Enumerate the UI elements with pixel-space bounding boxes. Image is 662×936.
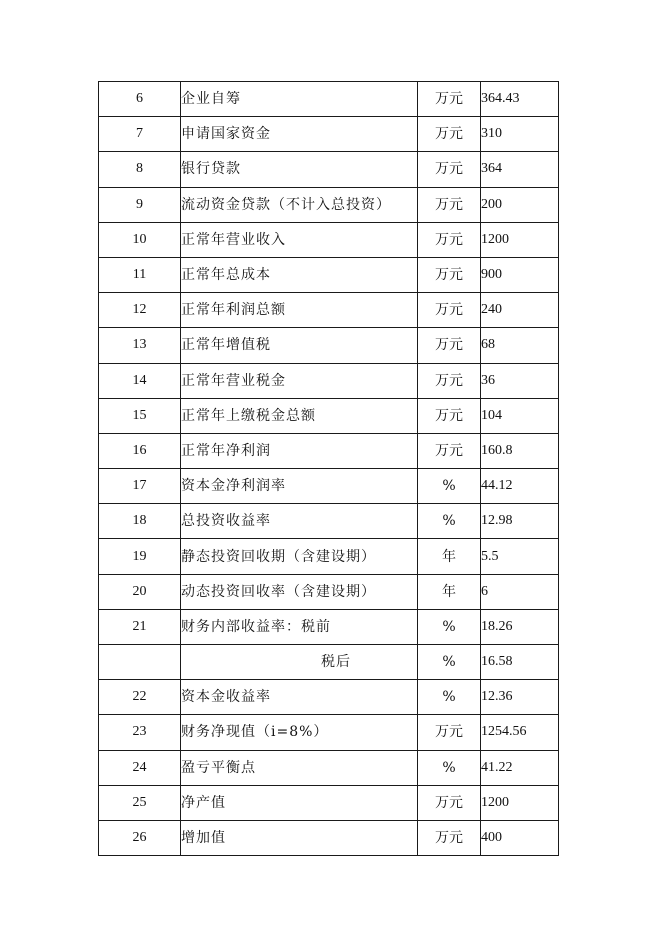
item-name: 财务净现值（i=8%） — [181, 715, 418, 750]
unit: 万元 — [418, 398, 481, 433]
row-number: 14 — [99, 363, 181, 398]
table-row — [99, 574, 559, 609]
row-number: 10 — [99, 222, 181, 257]
value: 400 — [481, 820, 559, 855]
item-name: 正常年总成本 — [181, 257, 418, 292]
value: 1200 — [481, 222, 559, 257]
row-number: 13 — [99, 328, 181, 363]
value: 68 — [481, 328, 559, 363]
table-row — [99, 680, 559, 715]
unit: % — [418, 504, 481, 539]
unit: 万元 — [418, 715, 481, 750]
unit: % — [418, 750, 481, 785]
table-row — [99, 117, 559, 152]
value: 364.43 — [481, 82, 559, 117]
row-number: 24 — [99, 750, 181, 785]
item-name: 动态投资回收率（含建设期） — [181, 574, 418, 609]
table-row — [99, 820, 559, 855]
item-name: 正常年营业收入 — [181, 222, 418, 257]
item-name: 流动资金贷款（不计入总投资） — [181, 187, 418, 222]
row-number: 7 — [99, 117, 181, 152]
item-name: 静态投资回收期（含建设期） — [181, 539, 418, 574]
row-number — [99, 645, 181, 680]
table-body — [99, 82, 559, 856]
value: 1254.56 — [481, 715, 559, 750]
row-number: 9 — [99, 187, 181, 222]
value: 104 — [481, 398, 559, 433]
item-name: 资本金收益率 — [181, 680, 418, 715]
row-number: 19 — [99, 539, 181, 574]
unit: % — [418, 469, 481, 504]
value: 18.26 — [481, 609, 559, 644]
value: 900 — [481, 257, 559, 292]
table-row — [99, 363, 559, 398]
unit: 万元 — [418, 293, 481, 328]
table-row — [99, 433, 559, 468]
item-name: 银行贷款 — [181, 152, 418, 187]
table-row — [99, 785, 559, 820]
unit: % — [418, 609, 481, 644]
item-name: 正常年营业税金 — [181, 363, 418, 398]
table-row — [99, 328, 559, 363]
row-number: 6 — [99, 82, 181, 117]
value: 6 — [481, 574, 559, 609]
item-name: 正常年利润总额 — [181, 293, 418, 328]
table-row — [99, 293, 559, 328]
item-name: 财务内部收益率：税前 — [181, 609, 418, 644]
item-name-sub: 税后 — [181, 645, 418, 680]
row-number: 17 — [99, 469, 181, 504]
table-row — [99, 152, 559, 187]
value: 12.98 — [481, 504, 559, 539]
unit: 万元 — [418, 187, 481, 222]
value: 160.8 — [481, 433, 559, 468]
table-row — [99, 609, 559, 644]
table-row — [99, 469, 559, 504]
table-row — [99, 398, 559, 433]
table-row — [99, 504, 559, 539]
unit: 万元 — [418, 328, 481, 363]
financial-indicator-table — [98, 81, 559, 856]
table-row — [99, 257, 559, 292]
row-number: 12 — [99, 293, 181, 328]
value: 12.36 — [481, 680, 559, 715]
row-number: 21 — [99, 609, 181, 644]
table-row — [99, 539, 559, 574]
value: 5.5 — [481, 539, 559, 574]
table-row — [99, 750, 559, 785]
value: 1200 — [481, 785, 559, 820]
row-number: 25 — [99, 785, 181, 820]
unit: 万元 — [418, 117, 481, 152]
item-name: 正常年上缴税金总额 — [181, 398, 418, 433]
value: 44.12 — [481, 469, 559, 504]
unit: 万元 — [418, 82, 481, 117]
row-number: 16 — [99, 433, 181, 468]
row-number: 11 — [99, 257, 181, 292]
value: 364 — [481, 152, 559, 187]
row-number: 18 — [99, 504, 181, 539]
table-row — [99, 715, 559, 750]
item-name: 增加值 — [181, 820, 418, 855]
item-name: 净产值 — [181, 785, 418, 820]
row-number: 20 — [99, 574, 181, 609]
value: 200 — [481, 187, 559, 222]
item-name: 申请国家资金 — [181, 117, 418, 152]
item-name: 正常年净利润 — [181, 433, 418, 468]
value: 16.58 — [481, 645, 559, 680]
unit: 万元 — [418, 433, 481, 468]
item-name: 盈亏平衡点 — [181, 750, 418, 785]
value: 36 — [481, 363, 559, 398]
unit: 年 — [418, 574, 481, 609]
row-number: 15 — [99, 398, 181, 433]
unit: 万元 — [418, 257, 481, 292]
value: 41.22 — [481, 750, 559, 785]
unit: % — [418, 645, 481, 680]
unit: 万元 — [418, 363, 481, 398]
table-row — [99, 645, 559, 680]
row-number: 8 — [99, 152, 181, 187]
value: 310 — [481, 117, 559, 152]
row-number: 23 — [99, 715, 181, 750]
unit: 年 — [418, 539, 481, 574]
unit: 万元 — [418, 820, 481, 855]
table-row — [99, 82, 559, 117]
table-row — [99, 222, 559, 257]
row-number: 22 — [99, 680, 181, 715]
unit: 万元 — [418, 785, 481, 820]
item-name: 总投资收益率 — [181, 504, 418, 539]
item-name: 资本金净利润率 — [181, 469, 418, 504]
row-number: 26 — [99, 820, 181, 855]
item-name: 企业自筹 — [181, 82, 418, 117]
item-name: 正常年增值税 — [181, 328, 418, 363]
table-row — [99, 187, 559, 222]
unit: % — [418, 680, 481, 715]
value: 240 — [481, 293, 559, 328]
unit: 万元 — [418, 222, 481, 257]
unit: 万元 — [418, 152, 481, 187]
